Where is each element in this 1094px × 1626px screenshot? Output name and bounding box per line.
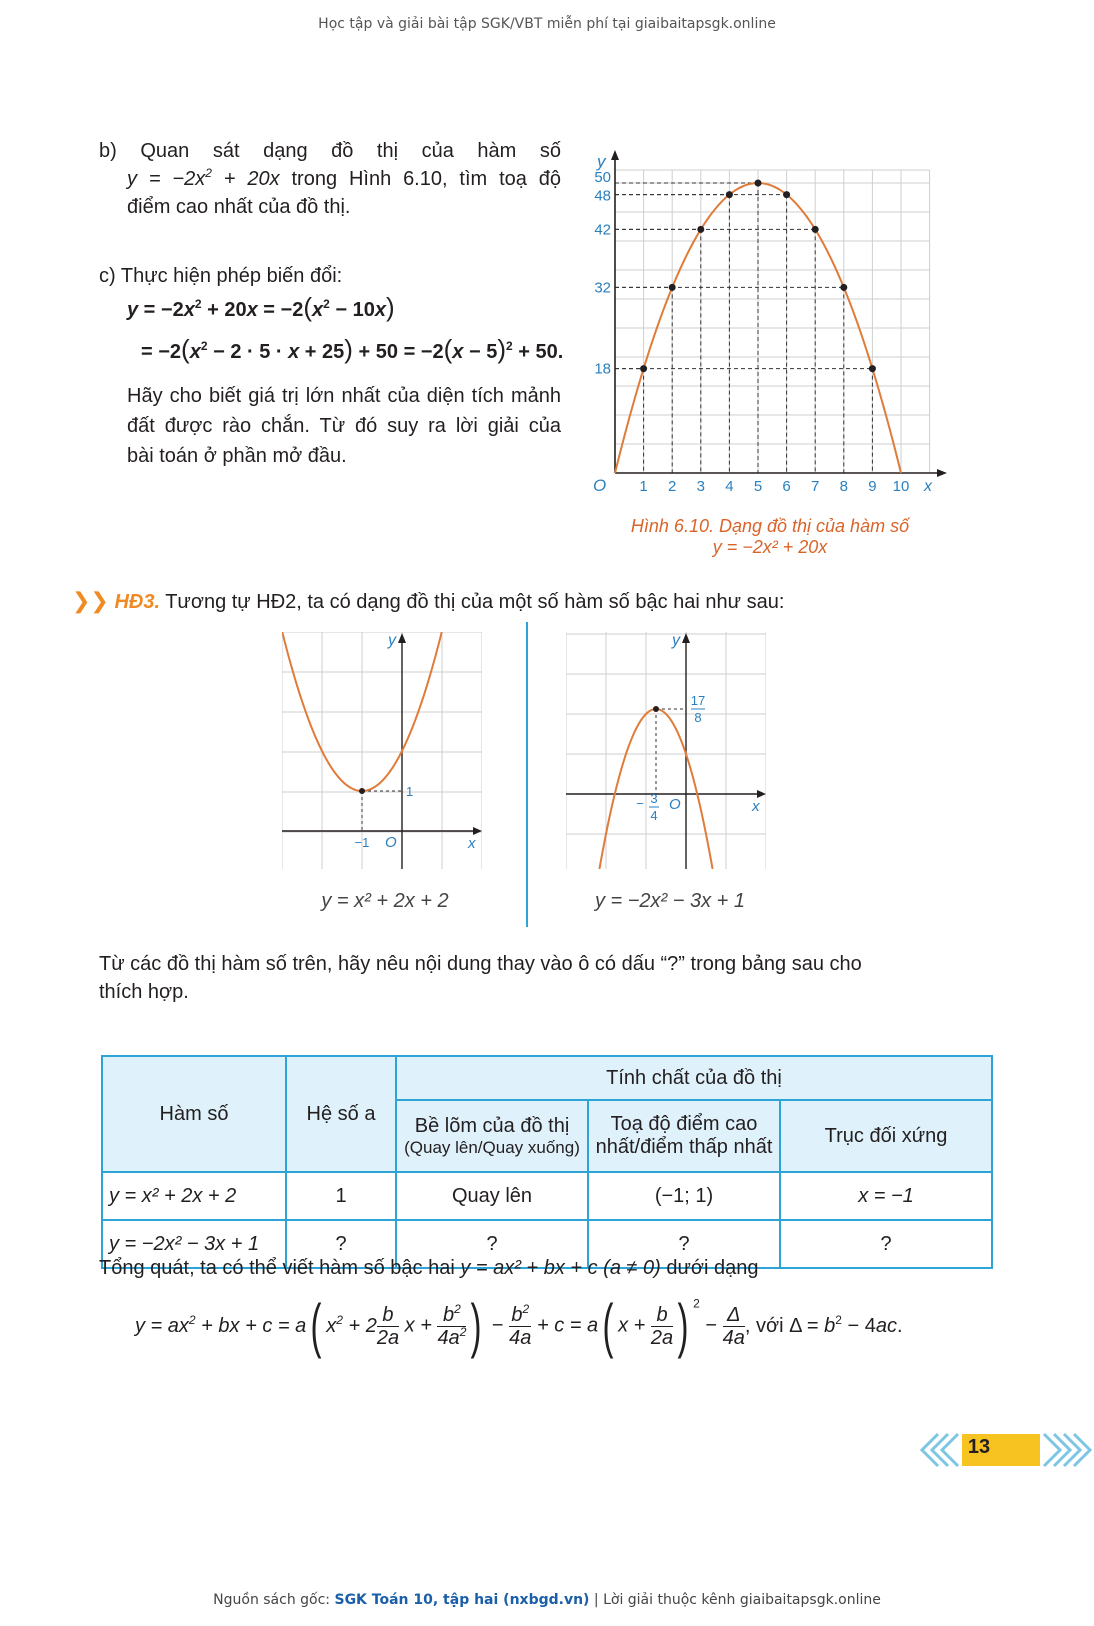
part-c-label: c): [99, 265, 116, 287]
page-number-badge: [916, 1430, 1094, 1470]
hd3-text: Tương tự HĐ2, ta có dạng đồ thị của một số hàm số bậc hai như sau:: [165, 591, 785, 613]
part-c-p3: bài toán ở phần mở đầu.: [127, 445, 347, 467]
cell-concave: Quay lên: [396, 1172, 588, 1220]
general-intro: Tổng quát, ta có thể viết hàm số bậc hai: [99, 1257, 455, 1279]
part-b-label: b): [99, 140, 117, 162]
th-vertex-line2: nhất/điểm thấp nhất: [595, 1136, 773, 1158]
x-tick-label: 1: [639, 478, 648, 495]
graph-2-label: y = −2x² − 3x + 1: [594, 890, 746, 912]
th-coef: [286, 1056, 396, 1172]
x-axis-label: x: [468, 835, 476, 852]
data-point: [669, 284, 676, 291]
page-number: 13: [967, 1436, 991, 1458]
chart-graph-2: [566, 632, 766, 869]
y-tick-label: 48: [594, 187, 611, 205]
y-tick-label-den: 8: [694, 710, 702, 725]
th-vertex: [588, 1100, 780, 1172]
th-group: Tính chất của đồ thị: [396, 1056, 992, 1100]
x-tick-label: 10: [892, 478, 910, 495]
cell-axis: ?: [780, 1220, 992, 1268]
y-tick-label: 42: [594, 221, 611, 239]
part-c-p1: Hãy cho biết giá trị lớn nhất của diện tích mảnh: [127, 385, 561, 407]
data-point: [840, 284, 847, 291]
part-c: [99, 262, 561, 290]
vertical-divider: [526, 622, 528, 927]
data-point: [726, 191, 733, 198]
origin-label: O: [385, 834, 397, 851]
data-point: [697, 226, 704, 233]
cell-axis: x = −1: [780, 1172, 992, 1220]
x-tick-label-num: 3: [650, 791, 658, 806]
part-b: [99, 137, 561, 221]
x-tick-label: 8: [839, 478, 848, 495]
x-axis-label: x: [924, 478, 932, 495]
x-tick-label: −1: [354, 835, 370, 850]
data-point: [755, 180, 762, 187]
th-concave: [396, 1100, 588, 1172]
question-text: [99, 950, 969, 1006]
table-row: [102, 1172, 992, 1220]
cell-function: y = −2x² − 3x + 1: [102, 1220, 286, 1268]
chart-figure-6-10: [585, 145, 955, 505]
cell-function: y = x² + 2x + 2: [102, 1172, 286, 1220]
vertex-point: [653, 706, 659, 712]
x-tick-label: 7: [811, 478, 820, 495]
data-point: [783, 191, 790, 198]
general-text: [99, 1254, 759, 1282]
figure-caption-title: Hình 6.10. Dạng đồ thị của hàm số: [630, 516, 910, 536]
cell-coef: ?: [286, 1220, 396, 1268]
part-c-intro: Thực hiện phép biến đổi:: [120, 265, 343, 287]
y-tick-label: 50: [594, 169, 611, 186]
th-concave-title: Bề lõm của đồ thị: [414, 1114, 570, 1137]
general-tail: dưới dạng: [666, 1257, 759, 1279]
x-tick-label: 3: [696, 478, 705, 495]
chart-axes: [282, 633, 482, 869]
chart-grid: [566, 632, 766, 869]
part-b-line2: trong Hình 6.10, tìm toạ độ: [291, 168, 561, 190]
x-axis-arrow: [937, 469, 947, 477]
y-axis-arrow: [398, 633, 406, 643]
figure-caption-formula: y = −2x² + 20x: [712, 537, 828, 557]
part-c-p2: đất được rào chắn. Từ đó suy ra lời giải của: [127, 415, 561, 437]
vertex-point: [359, 788, 365, 794]
chart-grid: [615, 170, 930, 473]
part-b-line1: Quan sát dạng đồ thị của hàm số: [140, 140, 561, 162]
data-point: [869, 365, 876, 372]
hd3-tag: HĐ3.: [114, 591, 161, 613]
question-line2: thích hợp.: [99, 981, 189, 1003]
x-tick-label: 9: [868, 478, 877, 495]
th-coef-label: Hệ số a: [306, 1102, 376, 1125]
page-footer: [0, 1592, 1094, 1608]
graph-1-label: y = x² + 2x + 2: [321, 890, 449, 912]
figure-caption: [600, 516, 940, 558]
chevron-icon: ❯❯: [72, 588, 109, 613]
th-concave-sub: (Quay lên/Quay xuống): [404, 1137, 580, 1157]
origin-label: O: [593, 476, 607, 495]
cell-coef: 1: [286, 1172, 396, 1220]
footer-sep: |: [593, 1592, 599, 1608]
x-axis-arrow: [473, 827, 482, 835]
x-tick-label: 5: [753, 478, 763, 495]
transform-line2: = $-2(x^2 - 2 \cdot 5 \cdot x + 25) + 50 = -2(x - 5)^2 + 50$.: [141, 334, 564, 364]
footer-source-link[interactable]: SGK Toán 10, tập hai (nxbgd.vn): [334, 1592, 590, 1608]
general-with: với: [756, 1314, 784, 1337]
footer-credit: Lời giải thuộc kênh giaibaitapsgk.online: [603, 1592, 881, 1608]
part-c-paragraph: [127, 381, 561, 471]
cell-vertex: (−1; 1): [588, 1172, 780, 1220]
y-axis-label: y: [597, 152, 606, 171]
x-axis-label: x: [752, 798, 760, 815]
x-tick-label: 2: [668, 478, 677, 495]
y-tick-label: 1: [406, 784, 414, 799]
data-point: [812, 226, 819, 233]
chart-grid: [282, 632, 482, 869]
y-axis-label: y: [388, 632, 396, 649]
origin-label: O: [669, 796, 681, 813]
cell-concave: ?: [396, 1220, 588, 1268]
vertex-form-equation: $y = ax^2$ + bx + c = a( $x^2 + 2$ $\frac{b}{2a}$ x + $\frac{b^2}{4a^2}$ ) − $\frac{b^2}{4a}$ + c = a( x + $\frac{b}{2a}$ ) $^2$ − $\frac{\Delta}{4a}$ , với $\Delta = b^2 - 4ac$.: [135, 1292, 903, 1359]
general-form: y = ax² + bx + c (a ≠ 0): [460, 1257, 661, 1279]
y-axis-label: y: [672, 632, 680, 649]
th-vertex-line1: Toạ độ điểm cao: [610, 1113, 758, 1135]
chart-guide-lines: [362, 791, 402, 831]
hd3-line: [72, 587, 784, 616]
x-tick-label: 6: [782, 478, 791, 495]
footer-source-label: Nguồn sách gốc:: [213, 1592, 331, 1608]
th-function: Hàm số: [102, 1056, 286, 1172]
y-axis-arrow: [611, 150, 619, 160]
question-line1: Từ các đồ thị hàm số trên, hãy nêu nội dung thay vào ô có dấu “?” trong bảng sau cho: [99, 953, 862, 975]
x-tick-label-den: 4: [650, 808, 658, 823]
data-point: [640, 365, 647, 372]
transform-line1: $y = -2x^2 + 20x = -2(x^2 - 10x)$: [127, 292, 395, 322]
part-b-line3: điểm cao nhất của đồ thị.: [127, 196, 351, 218]
y-tick-label-num: 17: [690, 693, 706, 708]
cell-vertex: ?: [588, 1220, 780, 1268]
function-formula: $y = -2x^2 + 20x$: [127, 166, 280, 190]
x-axis-arrow: [757, 790, 766, 798]
y-tick-label: 32: [594, 279, 611, 297]
chart-graph-1: [282, 632, 482, 869]
page-header: Học tập và giải bài tập SGK/VBT miễn phí tại giaibaitapsgk.online: [318, 16, 776, 32]
th-axis: Trục đối xứng: [780, 1100, 992, 1172]
y-tick-label: 18: [594, 360, 611, 378]
x-tick-label: 4: [725, 478, 734, 495]
properties-table: [101, 1055, 993, 1269]
x-tick-label-sign: −: [636, 796, 644, 811]
